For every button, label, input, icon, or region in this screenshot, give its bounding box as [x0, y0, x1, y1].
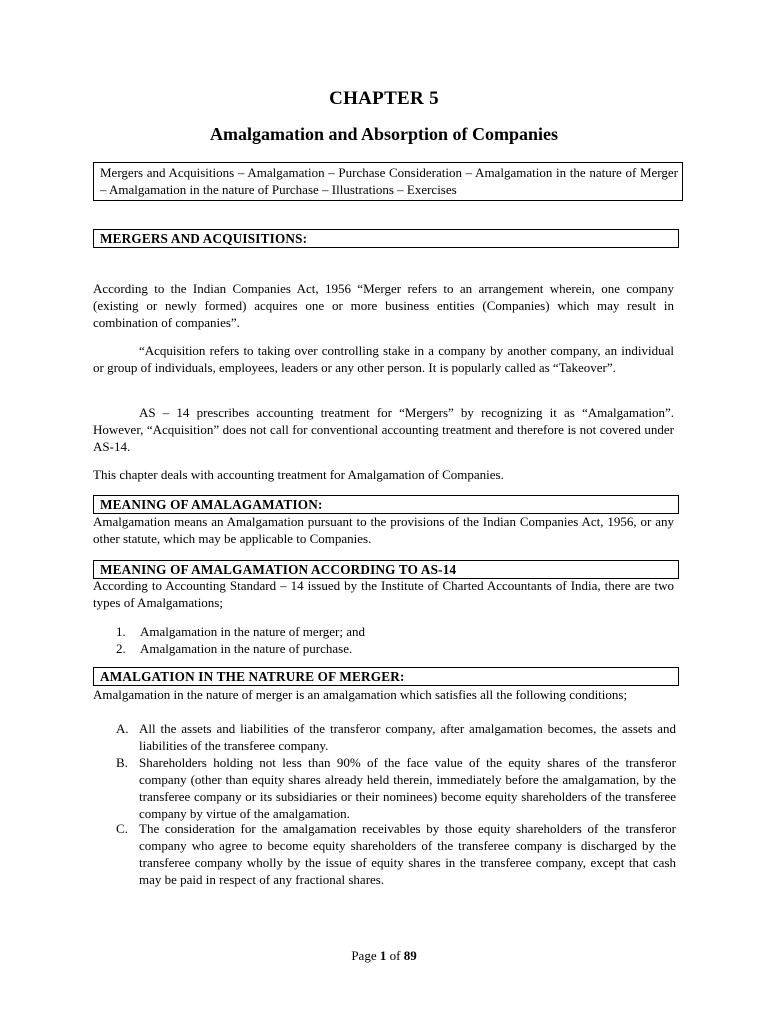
list-item-text: Amalgamation in the nature of merger; and: [140, 624, 366, 639]
condition-text: All the assets and liabilities of the transferor company, after amalgamation becomes, the assets and liabilities of the transferee company.: [139, 721, 676, 753]
condition-text: Shareholders holding not less than 90% of the face value of the equity shares of the transferor company (other than equity shares already held therein, immediately before the amalgamation, by the transferee company or its subsidiaries or their nominees) become equity shareholders of the transferee company by virtue of the amalgamation.: [139, 755, 676, 821]
section-heading-as14: MEANING OF AMALGAMATION ACCORDING TO AS-14: [93, 560, 679, 579]
paragraph-merger-definition: According to the Indian Companies Act, 1956 “Merger refers to an arrangement wherein, one company (existing or newly formed) acquires one or more business entities (Companies) which may result in combination of companies”.: [93, 281, 674, 330]
list-item-text: Amalgamation in the nature of purchase.: [140, 641, 353, 656]
page-label: Page: [351, 948, 380, 963]
chapter-contents-box: Mergers and Acquisitions – Amalgamation – Purchase Consideration – Amalgamation in the nature of Merger – Amalgamation in the nature of Purchase – Illustrations – Exercises: [93, 162, 683, 201]
page-of-label: of: [386, 948, 404, 963]
condition-text: The consideration for the amalgamation receivables by those equity shareholders of the transferor company who agree to become equity shareholders of the transferee company is discharged by the transferee company wholly by the issue of equity shares in the transferee company, except that cash may be paid in respect of any fractional shares.: [139, 821, 676, 887]
paragraph-as14-treatment: AS – 14 prescribes accounting treatment for “Mergers” by recognizing it as “Amalgamation”. However, “Acquisition” does not call for conventional accounting treatment and therefore is not covered under AS-14.: [93, 405, 674, 454]
page-footer: [0, 948, 768, 964]
condition-letter: A.: [116, 721, 129, 736]
paragraph-merger-conditions-intro: Amalgamation in the nature of merger is an amalgamation which satisfies all the following conditions;: [93, 687, 628, 702]
condition-item: [116, 720, 676, 754]
condition-item: [116, 754, 676, 822]
list-item-number: 1.: [116, 624, 126, 639]
paragraph-acquisition-definition: “Acquisition refers to taking over controlling stake in a company by another company, an individual or group of individuals, employees, leaders or any other person. It is popularly called as “Takeover”.: [93, 343, 674, 375]
current-page-number: 1: [379, 948, 387, 963]
list-item: [116, 640, 676, 657]
list-item: [116, 623, 676, 640]
condition-letter: C.: [116, 821, 128, 836]
chapter-title: Amalgamation and Absorption of Companies: [209, 124, 559, 144]
section-heading-meaning: MEANING OF AMALAGAMATION:: [93, 495, 679, 514]
chapter-number: CHAPTER 5: [329, 88, 439, 109]
condition-letter: B.: [116, 755, 128, 770]
paragraph-amalgamation-meaning: Amalgamation means an Amalgamation pursuant to the provisions of the Indian Companies Act, 1956, or any other statute, which may be applicable to Companies.: [93, 514, 674, 546]
total-page-count: 89: [403, 948, 417, 963]
section-heading-merger-nature: AMALGATION IN THE NATRURE OF MERGER:: [93, 667, 679, 686]
condition-item: [116, 820, 676, 888]
paragraph-chapter-scope: This chapter deals with accounting treatment for Amalgamation of Companies.: [93, 467, 504, 482]
section-heading-mergers: MERGERS AND ACQUISITIONS:: [93, 229, 679, 248]
list-item-number: 2.: [116, 641, 126, 656]
paragraph-as14-types: According to Accounting Standard – 14 issued by the Institute of Charted Accountants of India, there are two types of Amalgamations;: [93, 578, 674, 610]
